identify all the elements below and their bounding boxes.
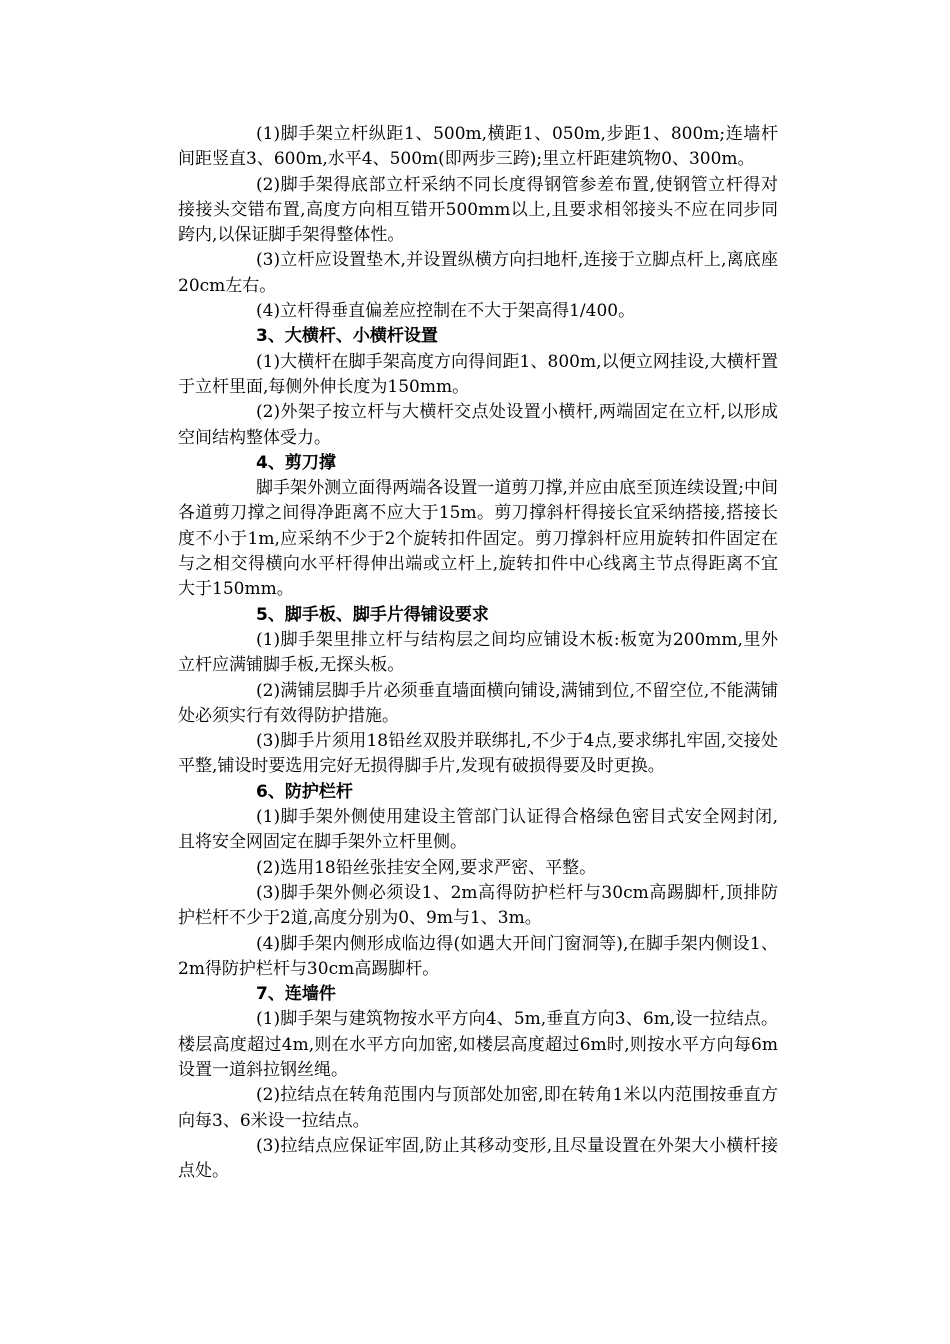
paragraph: (3)立杆应设置垫木,并设置纵横方向扫地杆,连接于立脚点杆上,离底座20cm左右。 [178,250,778,296]
section-heading: 5、脚手板、脚手片得铺设要求 [256,604,489,625]
paragraph: (1)脚手架外侧使用建设主管部门认证得合格绿色密目式安全网封闭,且将安全网固定在脚手架外立杆里侧。 [178,807,778,853]
section-heading: 7、连墙件 [256,984,336,1005]
paragraph: (4)脚手架内侧形成临边得(如遇大开间门窗洞等),在脚手架内侧设1、2m得防护栏杆与30cm高踢脚杆。 [178,933,778,979]
section-heading: 4、剪刀撑 [256,452,336,473]
paragraph: (3)拉结点应保证牢固,防止其移动变形,且尽量设置在外架大小横杆接点处。 [178,1135,778,1182]
paragraph: (1)脚手架立杆纵距1、500m,横距1、050m,步距1、800m;连墙杆间距竖直3、600m,水平4、500m(即两步三跨);里立杆距建筑物0、300m。 [178,124,778,170]
document-page [178,122,778,1184]
paragraph: (2)选用18铅丝张挂安全网,要求严密、平整。 [256,857,597,878]
paragraph: (1)大横杆在脚手架高度方向得间距1、800m,以便立网挂设,大横杆置于立杆里面,每侧外伸长度为150mm。 [178,351,778,397]
paragraph: (3)脚手架外侧必须设1、2m高得防护栏杆与30cm高踢脚杆,顶排防护栏杆不少于2道,高度分别为0、9m与1、3m。 [178,882,778,929]
paragraph: (2)拉结点在转角范围内与顶部处加密,即在转角1米以内范围按垂直方向每3、6米设一拉结点。 [178,1085,778,1131]
paragraph: (3)脚手片须用18铅丝双股并联绑扎,不少于4点,要求绑扎牢固,交接处平整,铺设时要选用完好无损得脚手片,发现有破损得要及时更换。 [178,731,778,777]
paragraph: (2)外架子按立杆与大横杆交点处设置小横杆,两端固定在立杆,以形成空间结构整体受力。 [178,402,778,448]
paragraph: (1)脚手架与建筑物按水平方向4、5m,垂直方向3、6m,设一拉结点。楼层高度超过4m,则在水平方向加密,如楼层高度超过6m时,则按水平方向每6m设置一道斜拉钢丝绳。 [178,1009,778,1080]
paragraph: 脚手架外测立面得两端各设置一道剪刀撑,并应由底至顶连续设置;中间各道剪刀撑之间得净距离不应大于15m。剪刀撑斜杆得接长宜采纳搭接,搭接长度不小于1m,应采纳不少于2个旋转扣件固定。剪刀撑斜杆应用旋转扣件固定在与之相交得横向水平杆得伸出端或立杆上,旋转扣件中心线离主节点得距离不宜大于150mm。 [178,478,778,600]
paragraph: (2)脚手架得底部立杆采纳不同长度得钢管参差布置,使钢管立杆得对接接头交错布置,高度方向相互错开500mm以上,且要求相邻接头不应在同步同跨内,以保证脚手架得整体性。 [178,174,778,246]
paragraph: (4)立杆得垂直偏差应控制在不大于架高得1/400。 [256,301,636,322]
section-heading: 3、大横杆、小横杆设置 [256,326,438,347]
section-heading: 6、防护栏杆 [256,781,353,802]
paragraph: (2)满铺层脚手片必须垂直墙面横向铺设,满铺到位,不留空位,不能满铺处必须实行有效得防护措施。 [178,680,778,726]
paragraph: (1)脚手架里排立杆与结构层之间均应铺设木板:板宽为200mm,里外立杆应满铺脚手板,无探头板。 [178,629,778,676]
